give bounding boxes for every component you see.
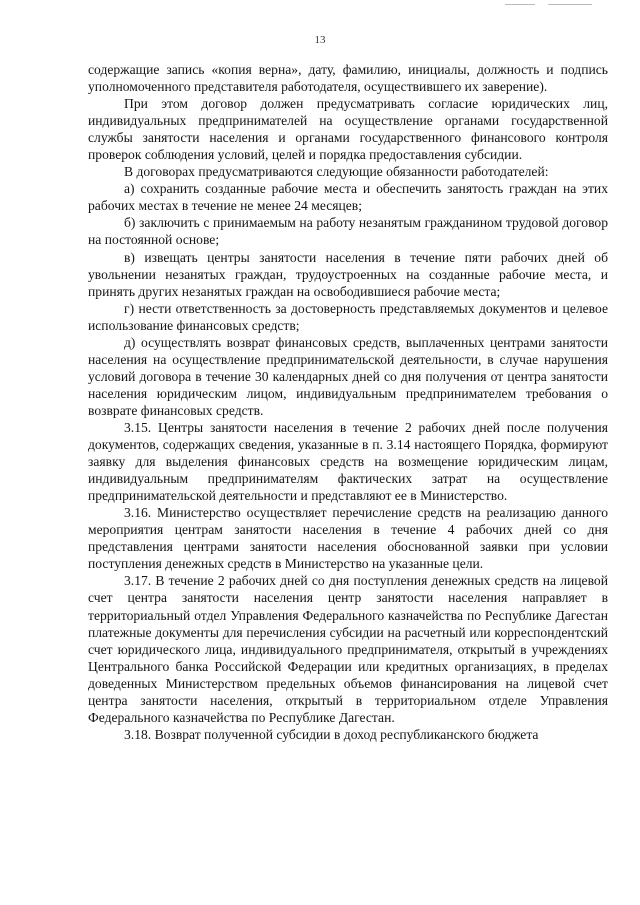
section-3-18: 3.18. Возврат полученной субсидии в доход республиканского бюджета: [124, 726, 539, 742]
page-number: 13: [314, 34, 326, 46]
section-3-17: 3.17. В течение 2 рабочих дней со дня поступления денежных средств на лицевой счет центра занятости населения центр занятости населения направляет в территориальный отдел Управления Федерального казначейства по Республике Дагестан платежные документы для перечисления субсидии на расчетный или корреспондентский счет юридического лица, индивидуального предпринимателя, открытый в учреждениях Центрального банка Российской Федерации или кредитных организациях, в пределах доведенных Министерством предельных объемов финансирования на лицевой счет центра занятости населения, открытый в территориальном отделе Управления Федерального казначейства по Республике Дагестан.: [88, 573, 608, 725]
scan-artifact: [505, 4, 535, 5]
list-item-b: б) заключить с принимаемым на работу незанятым гражданином трудовой договор на постоянной основе;: [88, 215, 608, 248]
list-item-d: д) осуществлять возврат финансовых средств, выплаченных центрами занятости населения на осуществление предпринимательской деятельности, в случае нарушения условий договора в течение 30 календарных дней со дня получения от центра занятости населения юридическим лицом, индивидуальным предпринимателем требования о возврате финансовых средств.: [88, 334, 608, 418]
section-3-16: 3.16. Министерство осуществляет перечисление средств на реализацию данного мероприятия центрам занятости населения в течение 4 рабочих дней со дня представления центрами занятости населения обоснованной заявки при условии поступления денежных средств в Министерство на указанные цели.: [88, 505, 608, 572]
section-3-15: 3.15. Центры занятости населения в течение 2 рабочих дней после получения документов, содержащих сведения, указанные в п. 3.14 настоящего Порядка, формируют заявку для выделения финансовых средств на возмещение юридическим лицам, индивидуальным предпринимателям фактических затрат на осуществление предпринимательской деятельности и представляют ее в Министерство.: [88, 419, 608, 504]
paragraph-obligations-intro: В договорах предусматриваются следующие обязанности работодателей:: [124, 164, 549, 180]
paragraph-consent: При этом договор должен предусматривать согласие юридических лиц, индивидуальных предпринимателей на осуществление органами государственной службы занятости населения и органами государственного финансового контроля проверок соблюдения условий, целей и порядка предоставления субсидии.: [88, 96, 608, 163]
paragraph-attestation-continued: содержащие запись «копия верна», дату, фамилию, инициалы, должность и подпись уполномоченного представителя работодателя, осуществившего их заверение).: [88, 62, 608, 95]
document-body: [88, 61, 608, 743]
list-item-a: а) сохранить созданные рабочие места и обеспечить занятость граждан на этих рабочих местах в течение не менее 24 месяцев;: [88, 181, 608, 214]
list-item-g: г) нести ответственность за достоверность представляемых документов и целевое использование финансовых средств;: [88, 300, 608, 333]
list-item-v: в) извещать центры занятости населения в течение пяти рабочих дней об увольнении незанятых граждан, трудоустроенных на созданные рабочие места, и принять других незанятых граждан на освободившиеся рабочие места;: [88, 249, 608, 299]
scan-artifact: [548, 4, 592, 5]
